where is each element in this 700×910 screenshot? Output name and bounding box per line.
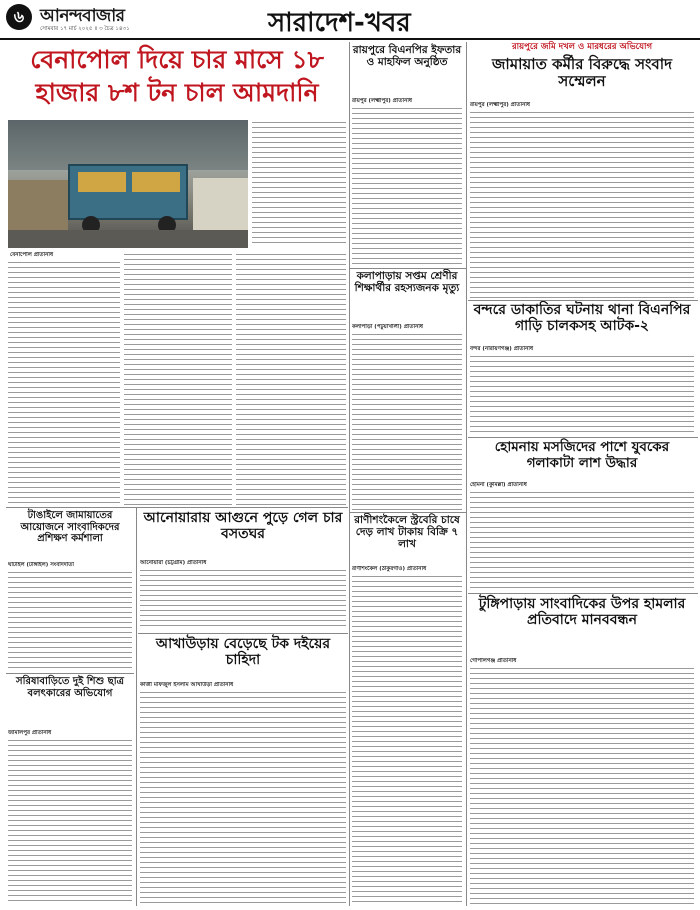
masthead-rule: [0, 38, 700, 40]
akhaura-byline: কাজী মফিজুল ইসলাম আখাউড়া প্রতিনিধি: [140, 682, 234, 688]
benapole-byline: বেনাপোল প্রতিনিধি: [10, 252, 54, 258]
column-rule: [349, 42, 350, 906]
kolapara-headline: কলাপাড়ায় সপ্তম শ্রেণীর শিক্ষার্থীর রহস্যজনক মৃত্যু: [354, 270, 460, 295]
ranishankail-byline: রাণীশংকৈল (ঠাকুরগাঁও) প্রতিনিধি: [352, 566, 427, 572]
kolapara-byline: কলাপাড়া (পটুয়াখালী) প্রতিনিধি: [352, 324, 424, 330]
tangail-byline: ঘাটাইল (টাঙ্গাইল) সংবাদদাতা: [8, 562, 74, 568]
section-rule: [6, 507, 348, 508]
section-title: সারাদেশ-খবর: [268, 8, 411, 38]
benapole-headline: বেনাপোল দিয়ে চার মাসে ১৮ হাজার ৮শ টন চাল আমদানি: [30, 45, 324, 107]
tangail-headline: টাঙাইলে জামায়াতের আয়োজনে সাংবাদিকদের প্রশিক্ষণ কর্মশালা: [20, 510, 120, 544]
sariakandi-byline: জামালপুর প্রতিনিধি: [8, 730, 52, 736]
tungipara-headline: টুঙ্গিপাড়ায় সাংবাদিকের উপর হামলার প্রতিবাদে মানববন্ধন: [478, 596, 686, 629]
sariakandi-body: [8, 738, 132, 904]
raipur-iftar-headline: রায়পুরে বিএনপির ইফতার ও মাহফিল অনুষ্ঠিত: [352, 44, 462, 69]
section-rule: [138, 633, 348, 634]
sariakandi-headline: সরিষাবাড়িতে দুই শিশু ছাত্র বলৎকারের অভিযোগ: [16, 676, 124, 699]
benapole-body-col-3: [236, 252, 346, 505]
raipur-jamaat-kicker: রায়পুরে জমি দখল ও মারধরের অভিযোগ: [511, 42, 653, 52]
page-number: ৬: [6, 4, 32, 30]
anowara-body: [140, 568, 346, 630]
bandar-headline: বন্দরে ডাকাতির ঘটনায় থানা বিএনপির গাড়ি চালকসহ আটক-২: [473, 302, 691, 335]
anowara-byline: আনোয়ারা (চট্টগ্রাম) প্রতিনিধি: [140, 560, 207, 566]
section-rule: [350, 268, 466, 269]
section-rule: [350, 512, 466, 513]
raipur-iftar-byline: রায়পুর (লক্ষ্মীপুর) প্রতিনিধি: [352, 98, 413, 104]
tangail-body: [8, 570, 132, 670]
logo: আনন্দবাজার: [40, 6, 125, 26]
anowara-headline: আনোয়ারায় আগুনে পুড়ে গেল চার বসতঘর: [143, 510, 343, 543]
date-line: সোমবার ১৭ মার্চ ২০২৫ ॥ ৩ চৈত্র ১৪৩১: [40, 26, 130, 32]
benapole-body-col-2: [124, 252, 232, 505]
akhaura-headline: আখাউড়ায় বেড়েছে টক দইয়ের চাহিদা: [155, 636, 331, 669]
tungipara-body: [470, 666, 694, 904]
bandar-body: [470, 354, 694, 434]
benapole-body-col-1: [8, 260, 120, 505]
bandar-byline: বন্দর (নারায়ণগঞ্জ) প্রতিনিধি: [470, 346, 534, 352]
homaina-headline: হোমনায় মসজিদের পাশে যুবকের গলাকাটা লাশ উদ্ধার: [494, 439, 670, 471]
raipur-jamaat-body: [470, 110, 694, 298]
section-rule: [468, 300, 698, 301]
column-rule: [136, 508, 137, 906]
section-rule: [6, 673, 134, 674]
benapole-body-col-right: [252, 120, 346, 244]
benapole-photo: [8, 120, 248, 248]
section-rule: [468, 437, 698, 438]
homaina-body: [470, 490, 694, 590]
raipur-jamaat-byline: রায়পুর (লক্ষ্মীপুর) প্রতিনিধি: [470, 102, 531, 108]
section-rule: [468, 593, 698, 594]
column-rule: [466, 42, 467, 906]
raipur-jamaat-headline: জামায়াত কর্মীর বিরুদ্ধে সংবাদ সম্মেলন: [491, 55, 673, 91]
tungipara-byline: গোপালগঞ্জ প্রতিনিধি: [470, 658, 517, 664]
masthead: [0, 0, 700, 40]
ranishankail-body: [352, 574, 462, 904]
homaina-byline: হোমনা (কুমিল্লা) প্রতিনিধি: [470, 482, 527, 488]
kolapara-body: [352, 332, 462, 510]
raipur-iftar-body: [352, 106, 462, 266]
ranishankail-headline: রাণীশংকৈলে স্ট্রবেরি চাষে দেড় লাখ টাকায় বিক্রি ৭ লাখ: [354, 514, 460, 551]
akhaura-body: [140, 690, 346, 904]
